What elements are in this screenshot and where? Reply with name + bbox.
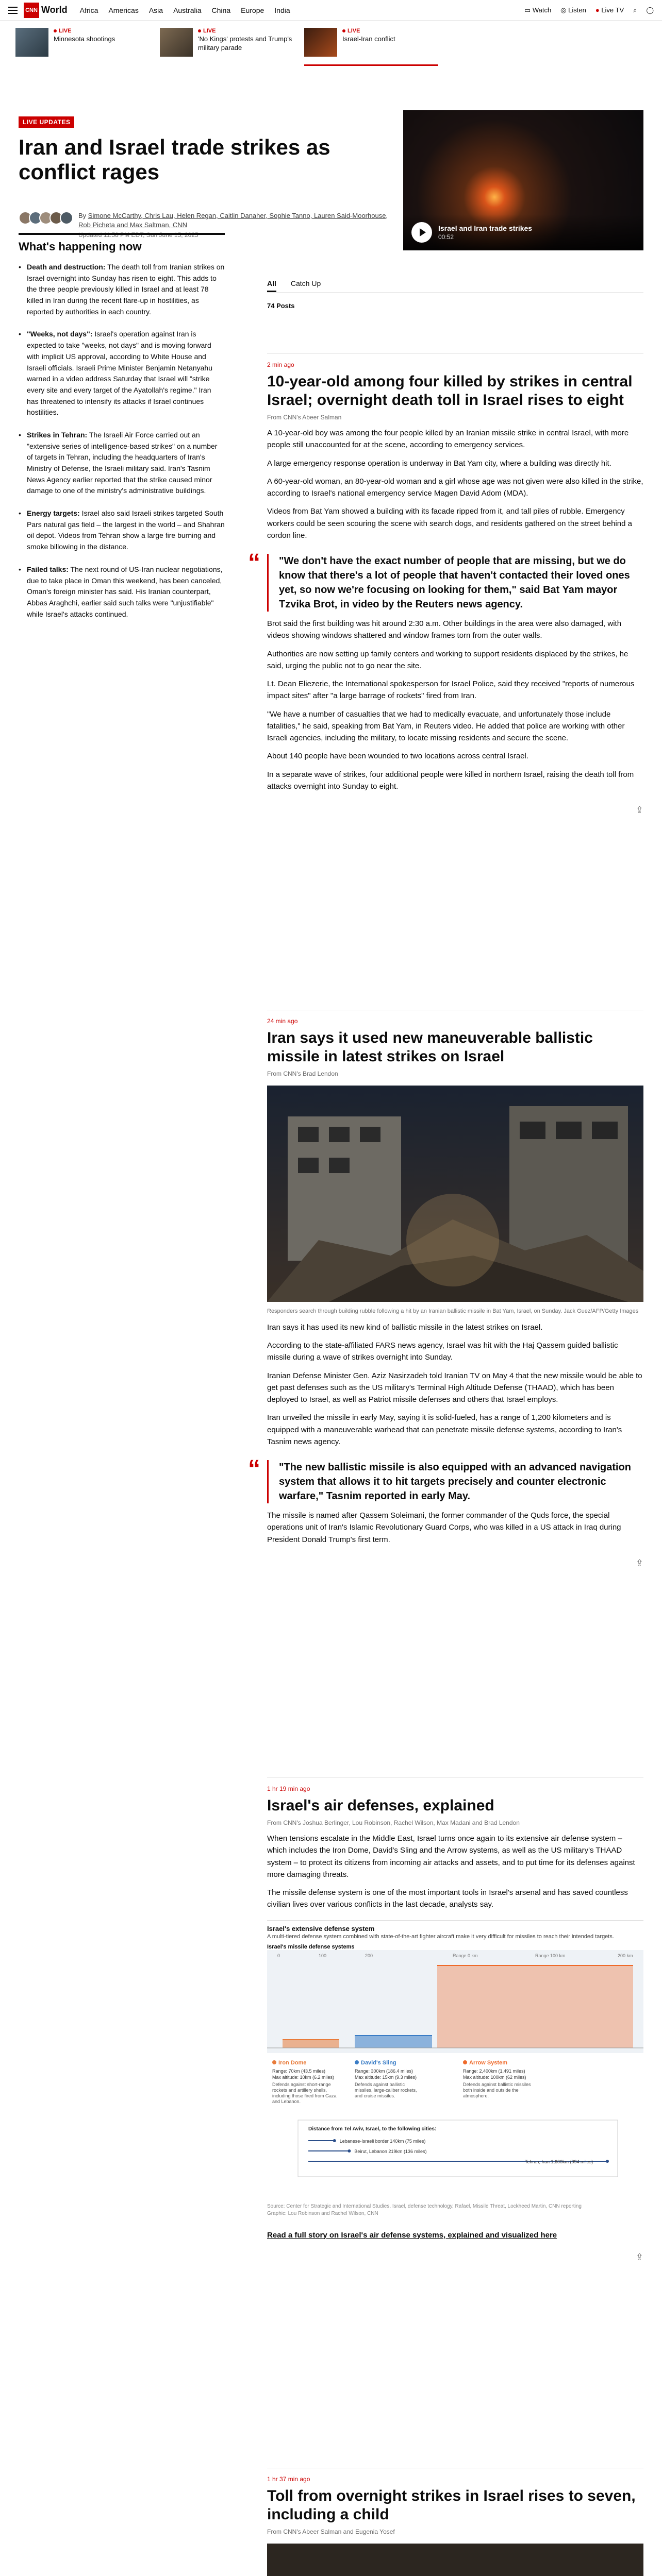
post-count: 74 Posts	[267, 302, 295, 310]
summary-item: • "Weeks, not days": Israel's operation against Iran is expected to take "weeks, not days" and is moving forward with implicit US approval, according to White House and Israeli officials. Israeli Prime Minister Benjamin Netanyahu warned in a video address Saturday that Israel will "strike every site and every target of the Ayatollah's regime." Iran has threatened to intensify its attacks if Israel continues hostilities.	[19, 329, 225, 418]
altitude-bar	[437, 1965, 633, 2048]
live-card-title: Minnesota shootings	[54, 35, 115, 43]
avatar	[60, 211, 73, 225]
tick-label: 100	[319, 1953, 327, 1958]
live-card-thumbnail	[160, 28, 193, 57]
chart-title: Israel's extensive defense system	[267, 1924, 375, 1933]
post-byline: From CNN's Brad Lendon	[267, 1070, 338, 1077]
post-photo	[267, 2544, 643, 2576]
system-description: and cruise missiles.	[355, 2093, 395, 2098]
header-actions	[524, 6, 654, 14]
read-more-link[interactable]: Read a full story on Israel's air defense systems, explained and visualized here	[267, 2230, 557, 2240]
summary-item: • Energy targets: Israel also said Israeli strikes targeted South Pars natural gas field – the largest in the world – and Shahran oil depot. Videos from Tehran show a large fire burning and smoke billowing in the distance.	[19, 508, 225, 553]
paragraph: A large emergency response operation is underway in Bat Yam city, where a building was directly hit.	[267, 459, 611, 468]
live-label: LIVE	[198, 28, 294, 34]
nav-china[interactable]: China	[211, 6, 231, 14]
paragraph: Authorities are now setting up family centers and working to support residents displaced by the strikes, he said, urging the public not to go near the site.	[267, 649, 628, 670]
system-marker	[463, 2060, 467, 2064]
paragraph: The missile defense system is one of the most important tools in Israel's arsenal and has saved countless civilian lives over various conflicts in the last decade, analysts say.	[267, 1888, 628, 1909]
system-name: Arrow System	[469, 2059, 507, 2066]
video-title: Israel and Iran trade strikes	[438, 224, 533, 232]
system-altitude: Max altitude: 100km (62 miles)	[463, 2074, 526, 2080]
distance-text: Tehran, Iran 1,600km (994 miles)	[525, 2159, 593, 2164]
page-title: Iran and Israel trade strikes as conflict rages	[19, 135, 330, 184]
nav-europe[interactable]: Europe	[241, 6, 264, 14]
paragraph: Lt. Dean Eliezerie, the International spokesperson for Israel Police, said they received "reports of numerous impact sites" after "a large barrage of rockets" fired from Iran.	[267, 680, 635, 701]
paragraph: A 10-year-old boy was among the four people killed by an Iranian missile strike in central Israel, with more people still unaccounted for at the scene, according to emergency services.	[267, 429, 629, 450]
paragraph: In a separate wave of strikes, four additional people were killed in northern Israel, raising the death toll from attacks overnight into Sunday to eight.	[267, 770, 634, 791]
distance-text: Lebanese-Israeli border 140km (75 miles)	[339, 2138, 426, 2144]
search-icon[interactable]: ⌕	[633, 6, 637, 14]
live-label: LIVE	[54, 28, 115, 34]
tab-all[interactable]: All	[267, 276, 276, 292]
post-photo	[267, 1086, 643, 1315]
paragraph: About 140 people have been wounded to two locations across central Israel.	[267, 752, 528, 761]
paragraph: Videos from Bat Yam showed a building with its facade ripped from it, and tall piles of rubble. Emergency workers could be seen scouring the scene with search dogs, and residents gathered on the street behind a cordon line.	[267, 507, 632, 540]
edition-label[interactable]: World	[41, 5, 68, 15]
system-description: both inside and outside the	[463, 2087, 519, 2093]
account-icon[interactable]: ◯	[646, 6, 654, 14]
chart-label: Israel's missile defense systems	[267, 1943, 355, 1950]
tab-catch-up[interactable]: Catch Up	[290, 279, 321, 287]
listen-link[interactable]: ◎ Listen	[560, 6, 586, 14]
system-description: rockets and artillery shells,	[272, 2087, 327, 2093]
nav-africa[interactable]: Africa	[79, 6, 98, 14]
paragraph: The missile is named after Qassem Soleimani, the former commander of the Quds force, the special operations unit of Iran's Islamic Revolutionary Guard Corps, who was killed in a US attack in Iraq during President Donald Trump's first term.	[267, 1511, 621, 1544]
nav-asia[interactable]: Asia	[148, 6, 163, 14]
post-byline: From CNN's Joshua Berlinger, Lou Robinson, Rachel Wilson, Max Madani and Brad Lendon	[267, 1819, 520, 1826]
post-body	[267, 1833, 643, 1911]
distance-marker	[606, 2160, 609, 2163]
system-marker	[355, 2060, 359, 2064]
system-altitude: Max altitude: 10km (6.2 miles)	[272, 2074, 335, 2080]
top-nav	[0, 0, 662, 21]
live-card-minnesota[interactable]	[15, 28, 150, 66]
live-card-israel-iran[interactable]	[304, 28, 438, 66]
headphones-icon: ◎	[560, 6, 569, 14]
chart-source: Source: Center for Strategic and International Studies, Israel, defense technology, Rafael, Missile Threat, Lockheed Martin, CNN reporting Graphic: Lou Robinson and Rachel Wilson, CNN	[267, 2203, 582, 2216]
system-name: David's Sling	[361, 2059, 396, 2066]
distance-marker	[347, 2149, 351, 2153]
feed-tabs	[267, 276, 643, 293]
share-icon[interactable]: ⇪	[635, 2251, 643, 2262]
live-updates-badge: LIVE UPDATES	[19, 116, 74, 128]
nav-australia[interactable]: Australia	[173, 6, 202, 14]
paragraph: Iran says it has used its new kind of ballistic missile in the latest strikes on Israel.	[267, 1323, 543, 1332]
live-stories-strip	[0, 21, 662, 66]
post-title: Israel's air defenses, explained	[267, 1797, 494, 1814]
section-nav	[80, 6, 290, 14]
summary-item: • Death and destruction: The death toll from Iranian strikes on Israel overnight into Sunday has risen to eight. This adds to the three people previously killed in Israel and at least 78 killed in Iran during the recent flare-up in hostilities, as reported by authorities in each country.	[19, 262, 225, 317]
post-title: 10-year-old among four killed by strikes in central Israel; overnight death toll in Israel rises to eight	[267, 373, 633, 409]
paragraph: According to the state-affiliated FARS news agency, Israel was hit with the Haj Qassem guided ballistic missile during a wave of strikes overnight into Sunday.	[267, 1341, 618, 1362]
hamburger-menu-icon[interactable]	[8, 7, 18, 14]
live-label: LIVE	[342, 28, 395, 34]
post-timestamp: 1 hr 19 min ago	[267, 1785, 310, 1792]
system-description: missiles, large-caliber rockets,	[355, 2087, 417, 2093]
live-card-thumbnail	[15, 28, 48, 57]
post-timestamp: 2 min ago	[267, 361, 294, 368]
live-card-title: Israel-Iran conflict	[342, 35, 395, 43]
rescue-photo-image	[267, 2544, 643, 2576]
paragraph: Brot said the first building was hit around 2:30 a.m. Other buildings in the area were also damaged, with videos showing windows shattered and window frames torn from the outer walls.	[267, 619, 622, 640]
hero-section	[19, 116, 643, 241]
system-description: and Lebanon.	[272, 2098, 301, 2104]
post-timestamp: 1 hr 37 min ago	[267, 2476, 310, 2483]
play-icon[interactable]	[411, 222, 432, 243]
post-body	[248, 427, 643, 792]
photo-caption: Responders search through building rubble following a hit by an Iranian ballistic missile in Bat Yam, Israel, on Sunday. Jack Guez/AFP/Getty Images	[267, 1308, 639, 1314]
post-title: Toll from overnight strikes in Israel rises to seven, including a child	[267, 2487, 636, 2523]
distance-text: Beirut, Lebanon 219km (136 miles)	[354, 2148, 427, 2154]
distance-marker	[333, 2139, 336, 2142]
tv-icon: ▭	[524, 6, 533, 14]
post-body	[248, 1321, 643, 1546]
defense-chart	[267, 1950, 643, 2197]
quote-mark-icon: “	[248, 549, 260, 577]
cnn-logo[interactable]: CNN	[24, 3, 39, 18]
system-range: Range: 300km (186.4 miles)	[355, 2068, 413, 2074]
paragraph: "We have a number of casualties that we had to medically evacuate, and unfortunately those include fatalities," he said, speaking from Bat Yam, in Reuters video. He added that police are working with other Israeli agencies, including the military, to locate missing residents and secure the scene.	[267, 709, 625, 742]
summary-item: • Strikes in Tehran: The Israeli Air Force carried out an "extensive series of intelligence-based strikes" on a number of targets in Tehran, including the headquarters of Iran's Ministry of Defense, the Israeli military said. Iran's Tasnim News Agency earlier reported that the strike caused minor damage to one of the ministry's administrative buildings.	[19, 430, 225, 497]
live-dot-icon: ●	[595, 6, 602, 14]
live-post	[267, 1777, 643, 2263]
live-post	[248, 353, 643, 816]
altitude-bar	[355, 2036, 432, 2048]
watch-link[interactable]: ▭ Watch	[524, 6, 552, 14]
live-tv-link[interactable]: ● Live TV	[595, 6, 624, 14]
system-description: including those fired from Gaza	[272, 2093, 337, 2098]
paragraph: Iranian Defense Minister Gen. Aziz Nasirzadeh told Iranian TV on May 4 that the new missile would be able to get past defenses such as the US military's Terminal High Altitude Defense (THAAD), which has been deployed to Israel, as well as Patriot missile defenses and others that Israel employs.	[267, 1371, 642, 1404]
whats-happening-heading: What's happening now	[19, 240, 142, 253]
system-description: Defends against ballistic missiles	[463, 2081, 531, 2087]
system-range: Range: 2,400km (1,491 miles)	[463, 2068, 525, 2074]
pull-quote: “ "The new ballistic missile is also equipped with an advanced navigation system that allows it to hit targets precisely and counter electronic warfare," Tasnim reported in early May.	[267, 1460, 643, 1503]
quote-mark-icon: “	[248, 1455, 260, 1483]
defense-system-graphic	[267, 1920, 643, 2217]
video-controls	[403, 214, 643, 250]
post-byline: From CNN's Abeer Salman and Eugenia Yosef	[267, 2528, 395, 2535]
system-description: Defends against ballistic	[355, 2081, 405, 2087]
chart-subtitle: A multi-tiered defense system combined with state-of-the-art fighter aircraft make it very difficult for missiles to reach their intended targets.	[267, 1933, 614, 1940]
system-description: atmosphere.	[463, 2093, 489, 2098]
updated-timestamp: Updated 11:58 PM EDT, Sun June 15, 2025	[78, 231, 198, 239]
system-description: Defends against short-range	[272, 2081, 331, 2087]
byline: By Simone McCarthy, Chris Lau, Helen Regan, Caitlin Danaher, Sophie Tanno, Lauren Said-Moorhouse, Rob Picheta and Max Saltman, CNN	[78, 212, 388, 229]
tick-label: Range 100 km	[535, 1953, 566, 1958]
tick-label: 200 km	[618, 1953, 633, 1958]
altitude-bar	[283, 2040, 339, 2048]
post-timestamp: 24 min ago	[267, 1018, 298, 1025]
live-card-no-kings[interactable]	[160, 28, 294, 66]
live-card-thumbnail	[304, 28, 337, 57]
summary-item: • Failed talks: The next round of US-Iran nuclear negotiations, due to take place in Oman this weekend, has been canceled, Oman's foreign minister has said. His Iranian counterpart, Abbas Araghchi, earlier said such talks were "unjustifiable" while Israel's attacks continued.	[19, 564, 225, 620]
system-altitude: Max altitude: 15km (9.3 miles)	[355, 2074, 417, 2080]
hero-video-player[interactable]	[403, 110, 643, 250]
rubble-photo-image	[267, 1086, 643, 1302]
share-icon[interactable]: ⇪	[635, 805, 643, 815]
tick-label: 0	[277, 1953, 280, 1958]
system-range: Range: 70km (43.5 miles)	[272, 2068, 326, 2074]
post-byline: From CNN's Abeer Salman	[267, 414, 342, 421]
whats-happening-panel	[19, 233, 225, 631]
nav-americas[interactable]: Americas	[108, 6, 139, 14]
paragraph: When tensions escalate in the Middle East, Israel turns once again to its extensive air defense system – which includes the Iron Dome, David's Sling and the Arrow systems, as well as the US military's THAAD system – to protect its citizens from incoming air attacks and assets, and to put time for its defenses against more damaging threats.	[267, 1834, 635, 1879]
system-marker	[272, 2060, 276, 2064]
tick-label: 200	[365, 1953, 373, 1958]
video-duration: 00:52	[438, 233, 454, 241]
tick-label: Range 0 km	[453, 1953, 478, 1958]
paragraph: A 60-year-old woman, an 80-year-old woman and a girl whose age was not given were also killed in the strike, according to Israel's national emergency service Magen David Adom (MDA).	[267, 477, 643, 498]
summary-list	[19, 262, 225, 620]
author-links[interactable]: Simone McCarthy, Chris Lau, Helen Regan, Caitlin Danaher, Sophie Tanno, Lauren Said-Moorhouse, Rob Picheta and Max Saltman, CNN	[78, 212, 388, 229]
nav-india[interactable]: India	[274, 6, 290, 14]
pull-quote: “ "We don't have the exact number of people that are missing, but we do know that there's a lot of people that haven't contacted their loved ones yet, so now we're focusing on looking for them," said Bat Yam mayor Tzvika Brot, in video by the Reuters news agency.	[267, 554, 643, 612]
live-post	[267, 2468, 643, 2576]
paragraph: Iran unveiled the missile in early May, saying it is solid-fueled, has a range of 1,200 kilometers and is equipped with a maneuverable warhead that can penetrate missile defense systems, according to Iran's Tasnim news agency.	[267, 1413, 622, 1446]
system-name: Iron Dome	[278, 2059, 307, 2066]
post-title: Iran says it used new maneuverable ballistic missile in latest strikes on Israel	[267, 1029, 593, 1065]
share-icon[interactable]: ⇪	[635, 1557, 643, 1568]
distance-label: Distance from Tel Aviv, Israel, to the following cities:	[308, 2126, 437, 2132]
live-post	[248, 1010, 643, 1569]
live-card-title: 'No Kings' protests and Trump's military parade	[198, 35, 292, 52]
